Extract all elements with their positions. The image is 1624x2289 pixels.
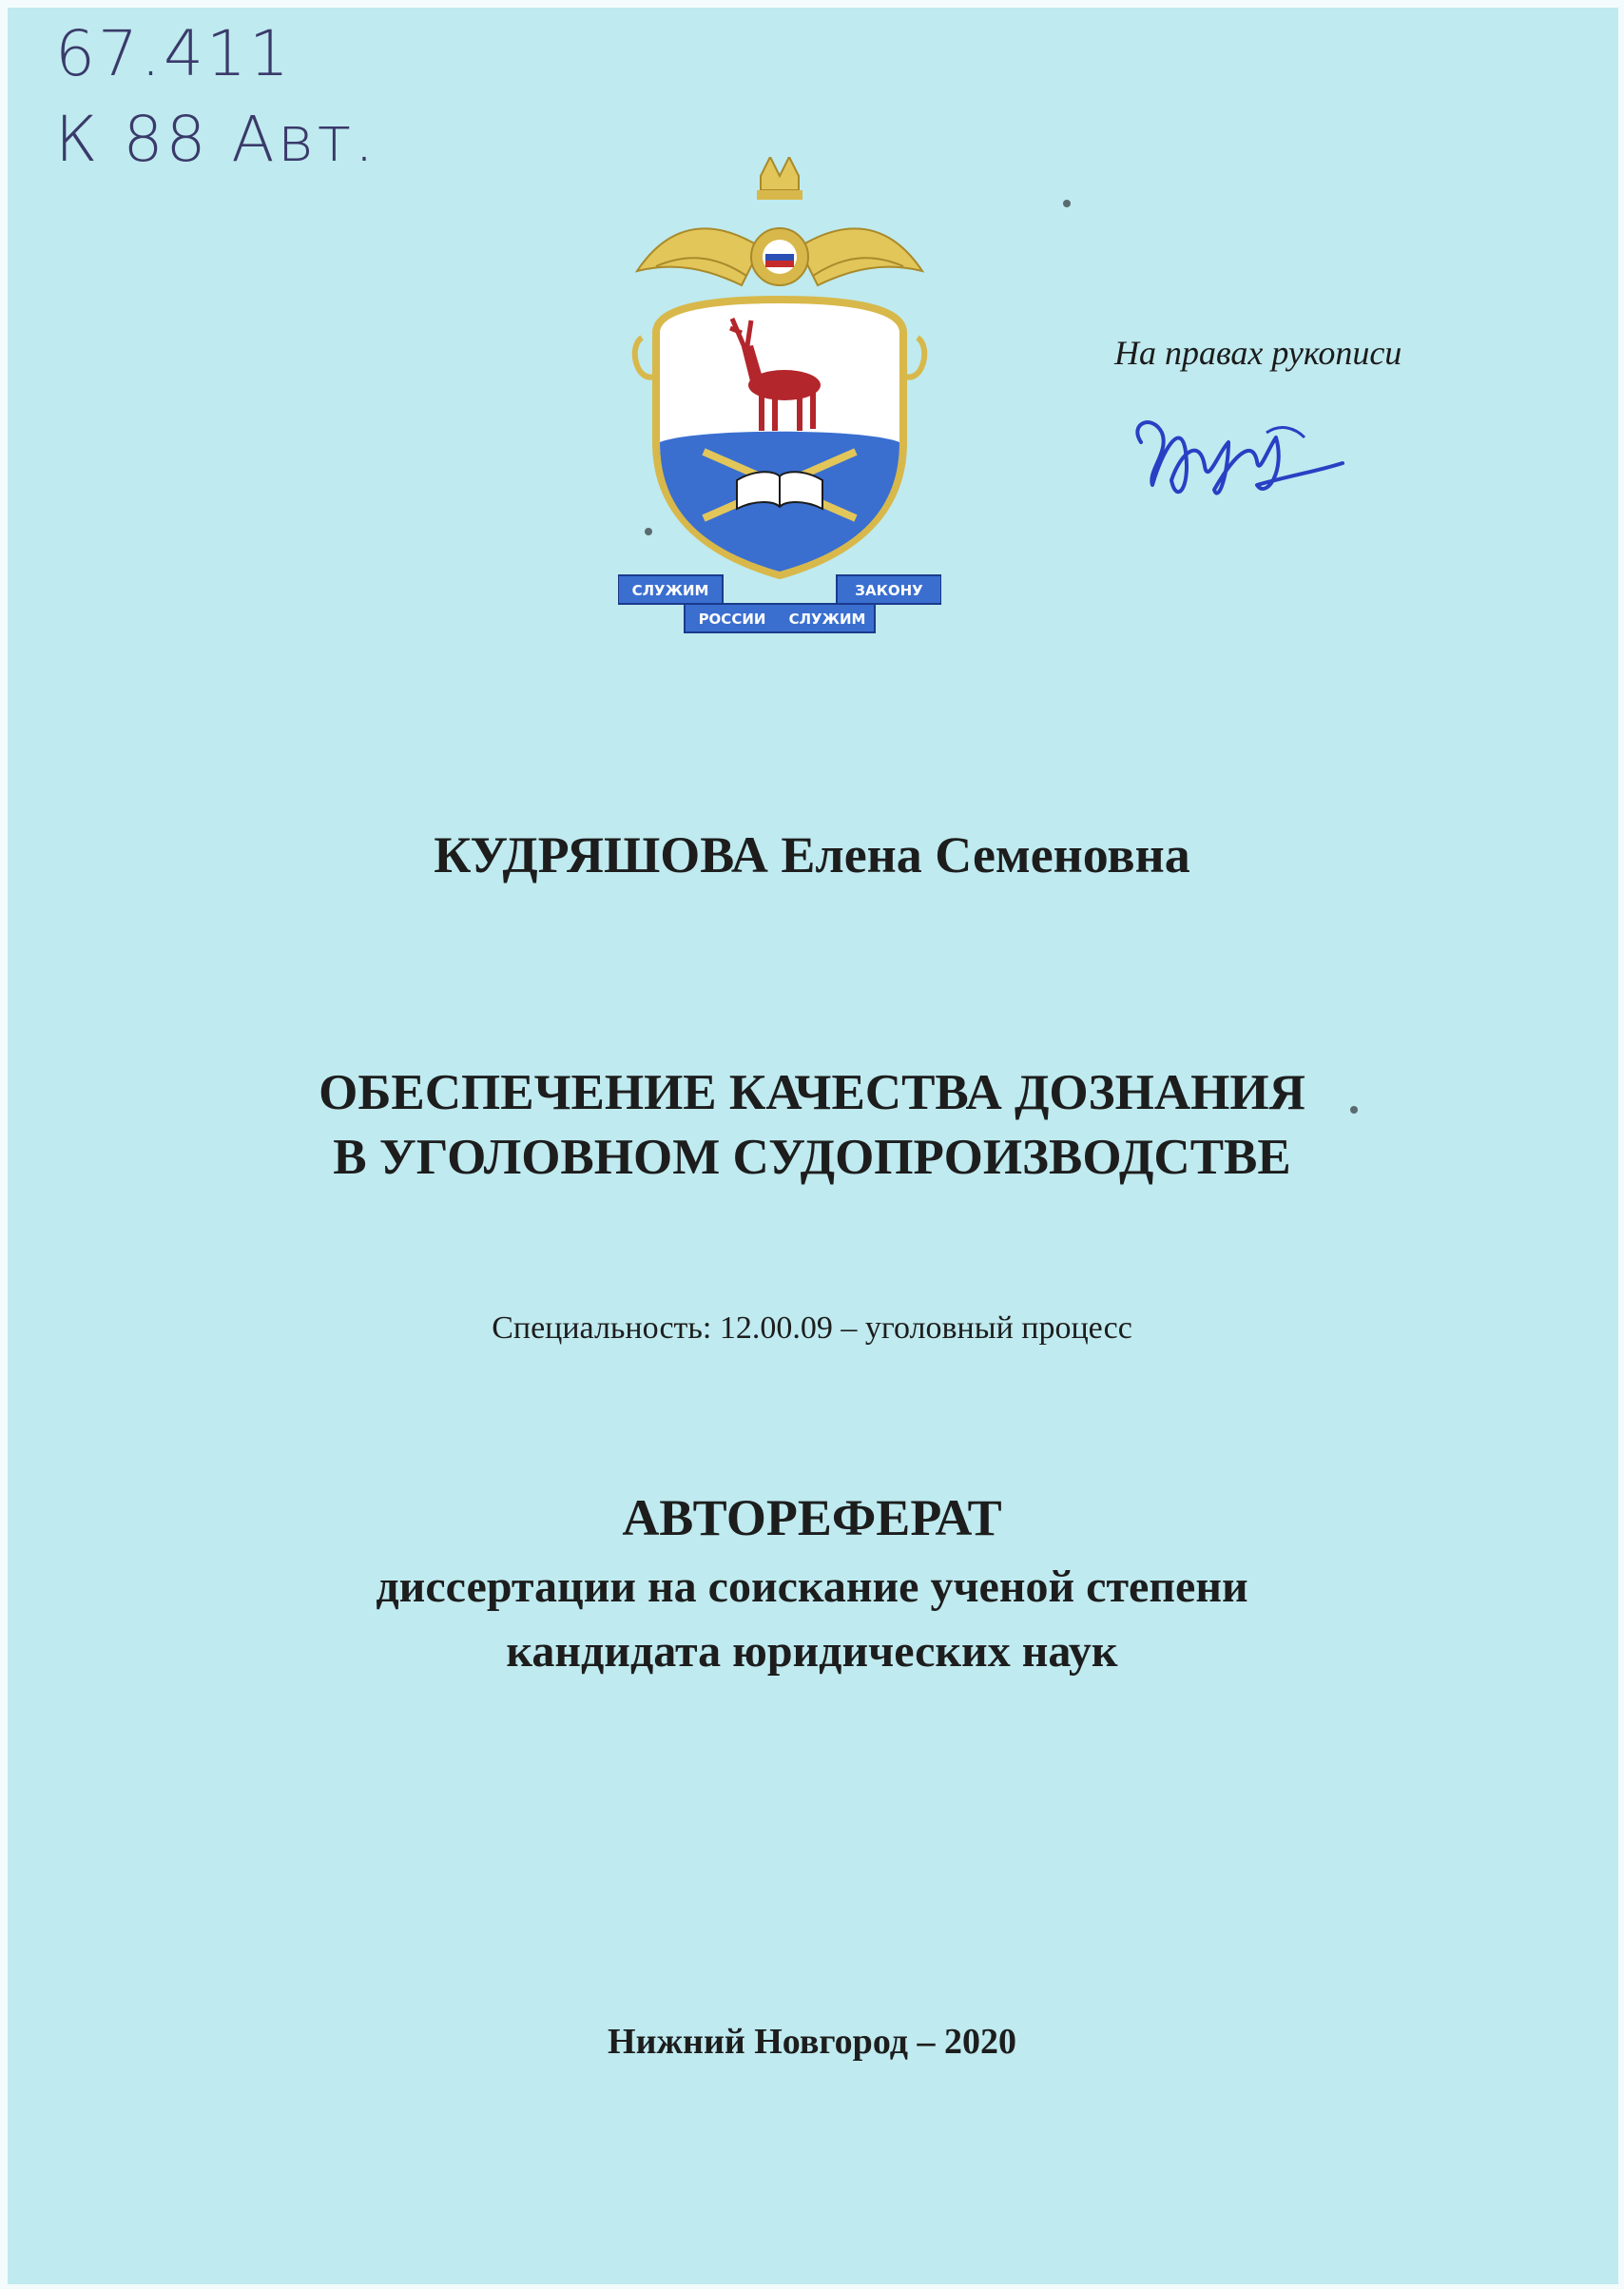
signature [1124, 385, 1352, 514]
title-line-2: В УГОЛОВНОМ СУДОПРОИЗВОДСТВЕ [333, 1130, 1291, 1185]
city-year: Нижний Новгород – 2020 [608, 2022, 1016, 2062]
dissertation-title [0, 1060, 1624, 1190]
speck [645, 528, 652, 535]
author-name: КУДРЯШОВА Елена Семеновна [434, 826, 1190, 883]
handwritten-index: 67.411 [55, 17, 292, 90]
crown-icon [757, 157, 802, 200]
academy-emblem [618, 157, 941, 642]
degree-description [0, 1555, 1624, 1684]
document-type: АВТОРЕФЕРАТ [622, 1489, 1002, 1546]
speck [1063, 200, 1071, 207]
ribbon-text-center: РОССИИ [698, 611, 766, 628]
title-line-1: ОБЕСПЕЧЕНИЕ КАЧЕСТВА ДОЗНАНИЯ [319, 1065, 1305, 1120]
rights-note: На правах рукописи [1114, 334, 1402, 372]
degree-line-2: кандидата юридических наук [506, 1626, 1118, 1677]
motto-ribbons [618, 575, 941, 632]
speck [1350, 1106, 1358, 1114]
specialty: Специальность: 12.00.09 – уголовный процесс [492, 1310, 1132, 1346]
handwritten-code: К 88 Авт. [55, 103, 377, 176]
ribbon-text-right: ЗАКОНУ [855, 582, 923, 599]
ribbon-text-left: СЛУЖИМ [631, 582, 709, 599]
degree-line-1: диссертации на соискание ученой степени [376, 1562, 1248, 1612]
ribbon-text-center2: СЛУЖИМ [788, 611, 866, 628]
